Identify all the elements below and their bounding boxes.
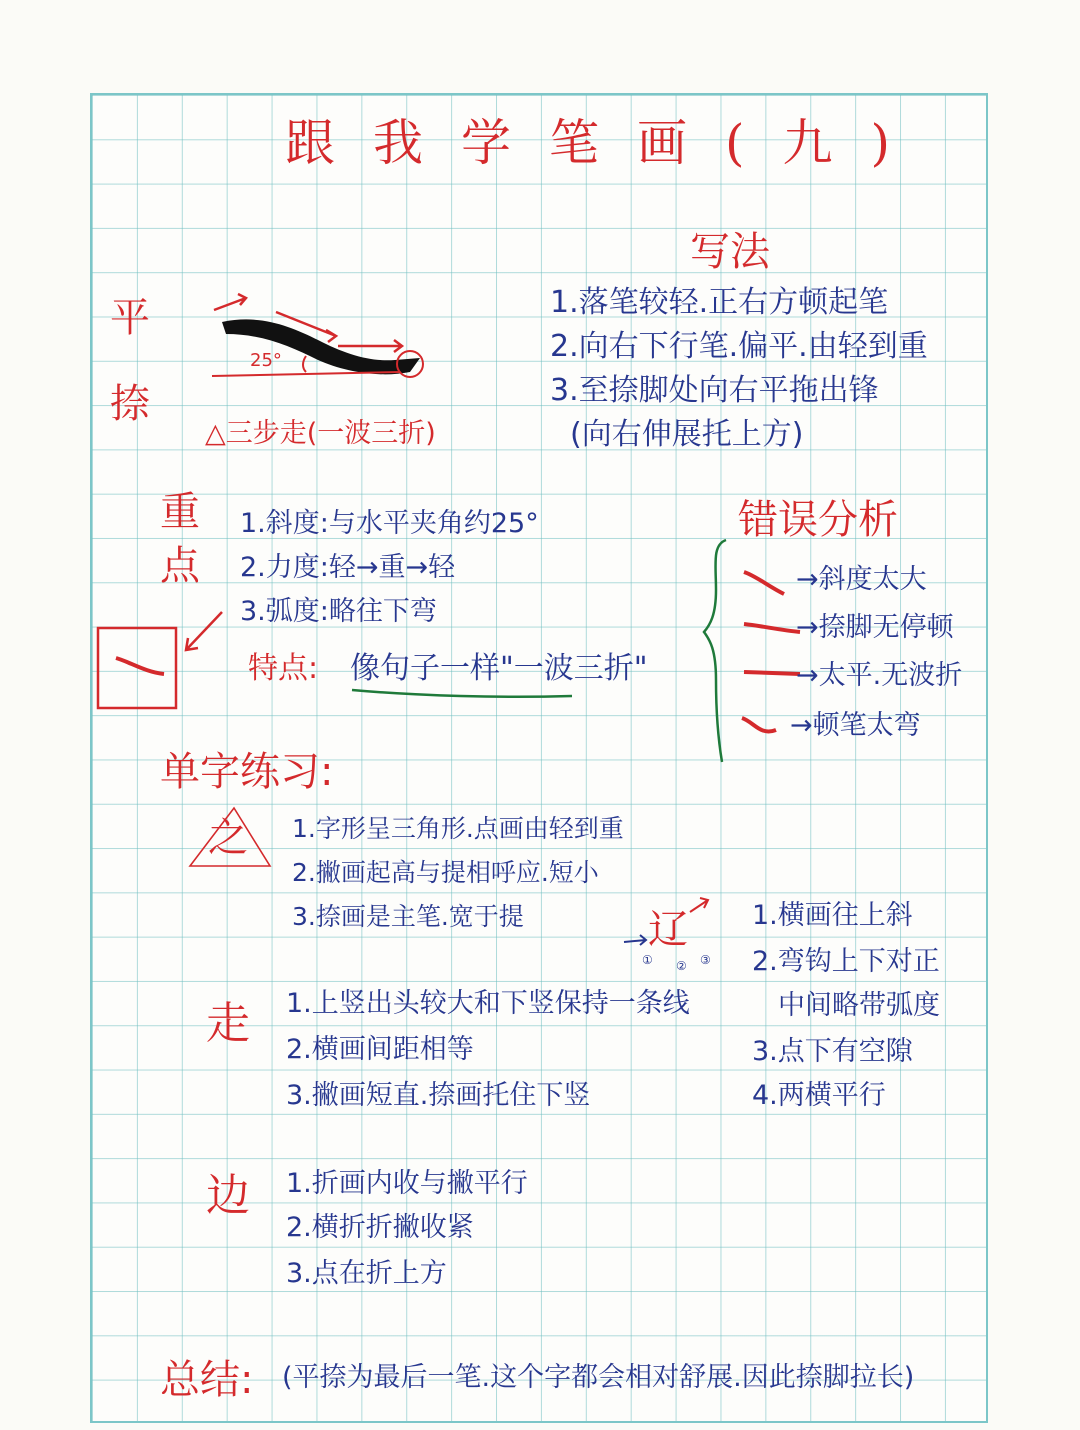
writing-item-3: 3.至捺脚处向右平拖出锋 [550, 373, 879, 408]
angle-label: 25° [250, 350, 282, 371]
pointer-arrow [186, 612, 222, 650]
error-item-2: →捺脚无停顿 [796, 612, 954, 643]
writing-heading: 写法 [690, 229, 770, 275]
error-item-1: →斜度太大 [796, 564, 927, 595]
feature-text: 像句子一样"一波三折" [350, 651, 648, 686]
errors-heading: 错误分析 [738, 497, 898, 543]
stroke-name-char2: 捺 [110, 381, 150, 427]
practice-heading: 单字练习: [160, 749, 334, 795]
zou-item-1: 1.上竖出头较大和下竖保持一条线 [286, 988, 690, 1019]
liao-arrow-left [624, 935, 646, 945]
liao-arrow-top [690, 898, 708, 912]
error-bracket [704, 540, 726, 762]
writing-item-1: 1.落笔较轻.正右方顿起笔 [550, 285, 889, 320]
page-title: 跟我学笔画(九) [285, 114, 929, 172]
liao-item-5: 4.两横平行 [752, 1080, 886, 1111]
zhi-item-2: 2.撇画起高与提相呼应.短小 [292, 858, 599, 887]
error-item-4: →顿笔太弯 [790, 710, 921, 741]
zou-item-2: 2.横画间距相等 [286, 1034, 474, 1065]
feature-underline [352, 690, 572, 697]
liao-item-3: 中间略带弧度 [778, 990, 940, 1021]
key-item-3: 3.弧度:略往下弯 [240, 596, 437, 627]
liao-mark-1: ① [642, 953, 653, 967]
summary-text: (平捺为最后一笔.这个字都会相对舒展.因此捺脚拉长) [282, 1362, 915, 1393]
key-label-1: 重 [160, 489, 200, 535]
key-item-2: 2.力度:轻→重→轻 [240, 552, 456, 583]
angle-arc [303, 356, 306, 372]
diagram-caption: △三步走(一波三折) [205, 418, 436, 449]
stroke-name-char1: 平 [110, 295, 150, 341]
liao-item-1: 1.横画往上斜 [752, 900, 913, 931]
bian-item-1: 1.折画内收与撇平行 [286, 1168, 528, 1199]
baseline-line [212, 372, 400, 376]
liao-item-2: 2.弯钩上下对正 [752, 946, 940, 977]
zhi-char: 之 [208, 815, 248, 861]
writing-item-4: (向右伸展托上方) [570, 417, 804, 452]
summary-label: 总结: [160, 1357, 254, 1403]
error-stroke-4 [742, 718, 776, 731]
zhi-item-1: 1.字形呈三角形.点画由轻到重 [292, 814, 624, 843]
bian-item-3: 3.点在折上方 [286, 1258, 447, 1289]
error-item-3: →太平.无波折 [796, 660, 963, 691]
liao-char: 辽 [648, 907, 688, 953]
writing-item-2: 2.向右下行笔.偏平.由轻到重 [550, 329, 928, 364]
error-stroke-3 [744, 672, 800, 674]
liao-item-4: 3.点下有空隙 [752, 1036, 913, 1067]
bian-item-2: 2.横折折撇收紧 [286, 1212, 474, 1243]
zhi-item-3: 3.捺画是主笔.宽于提 [292, 902, 524, 931]
arrow-1 [214, 294, 246, 310]
zou-item-3: 3.撇画短直.捺画托住下竖 [286, 1080, 591, 1111]
liao-mark-3: ③ [700, 953, 711, 967]
error-stroke-2 [744, 624, 800, 632]
arrow-3 [338, 340, 402, 352]
bian-char: 边 [206, 1170, 250, 1221]
feature-label: 特点: [248, 651, 319, 686]
error-stroke-1 [744, 572, 784, 594]
box-na-stroke [116, 658, 164, 674]
zou-char: 走 [206, 998, 250, 1049]
liao-mark-2: ② [676, 959, 687, 973]
key-label-2: 点 [160, 543, 200, 589]
key-item-1: 1.斜度:与水平夹角约25° [240, 508, 539, 539]
